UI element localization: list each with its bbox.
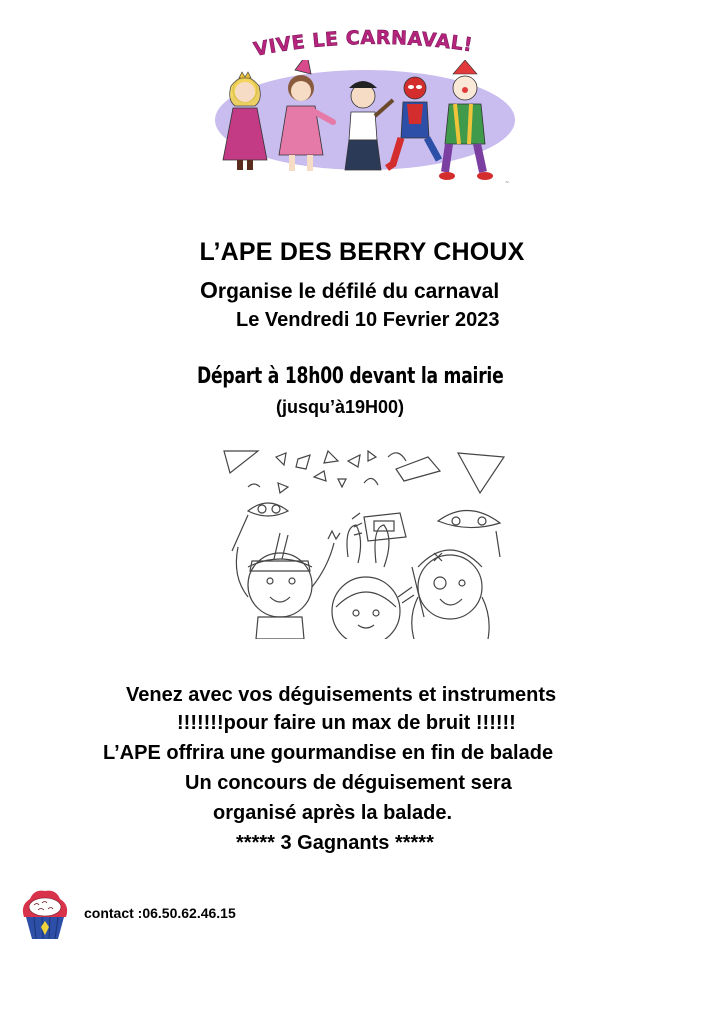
contact-phone: contact :06.50.62.46.15 <box>84 905 236 921</box>
banner-text: VIVE LE CARNAVAL! <box>251 26 475 61</box>
coloring-page-illustration <box>218 447 516 639</box>
message-line-1: Venez avec vos déguisements et instruments <box>126 684 557 706</box>
message-line-2: !!!!!!!pour faire un max de bruit !!!!!! <box>177 712 516 734</box>
end-time: (jusqu’à19H00) <box>276 397 405 417</box>
event-date: Le Vendredi 10 Fevrier 2023 <box>236 309 500 331</box>
association-logo <box>18 887 72 945</box>
carnival-banner <box>250 26 480 60</box>
svg-text:VIVE LE CARNAVAL! <box>252 27 474 61</box>
departure-info: Départ à 18h00 devant la mairie <box>197 364 504 389</box>
subtitle-rest: rganise le défilé du carnaval <box>217 280 500 303</box>
message-line-5: organisé après la balade. <box>213 802 452 824</box>
message-line-3: L’APE offrira une gourmandise en fin de balade <box>103 742 554 764</box>
message-line-6: ***** 3 Gagnants ***** <box>236 832 434 854</box>
page-title: L’APE DES BERRY CHOUX <box>199 238 525 266</box>
subtitle-organise <box>200 277 499 304</box>
subtitle-initial: O <box>200 277 218 303</box>
carnival-characters-illustration <box>215 60 520 195</box>
message-line-4: Un concours de déguisement sera <box>185 772 512 794</box>
svg-text:~: ~ <box>505 180 510 186</box>
